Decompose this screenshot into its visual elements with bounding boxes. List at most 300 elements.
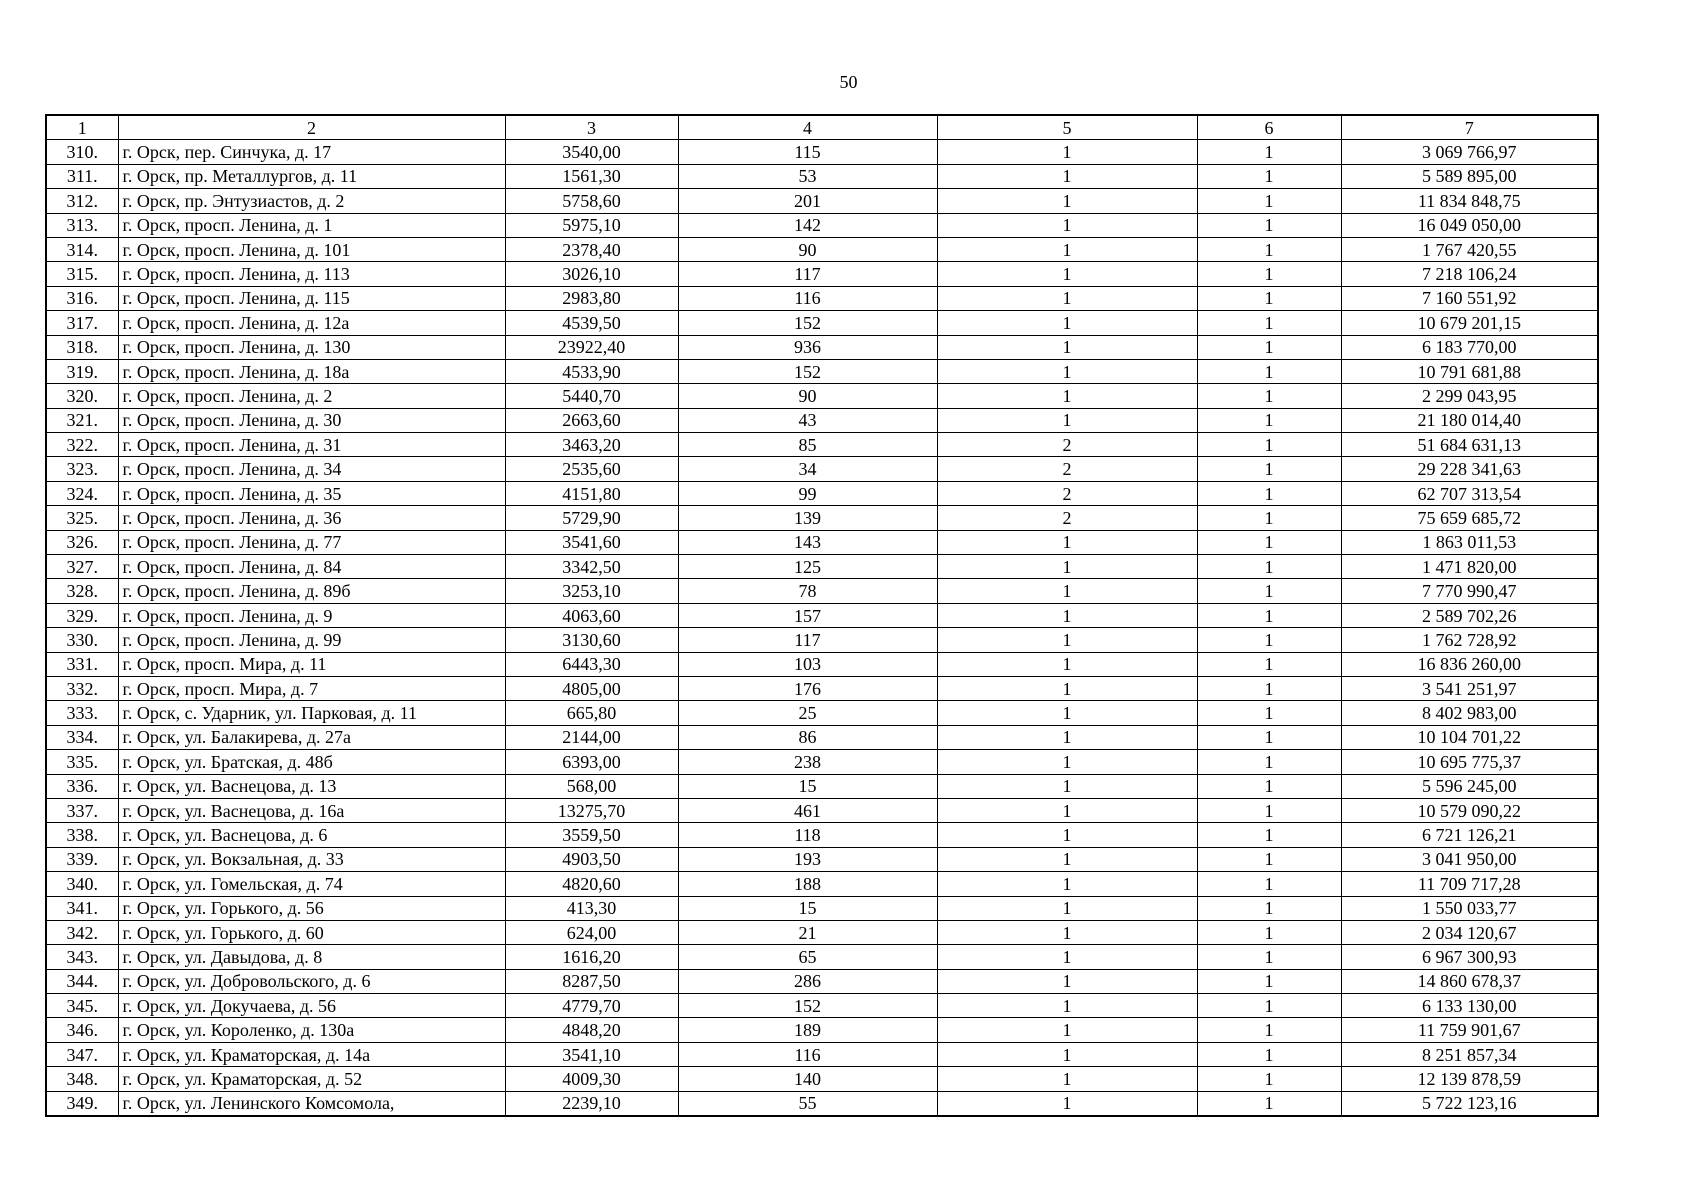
row-number-cell: 333. [46,701,118,725]
col5-cell: 1 [937,530,1197,554]
table-row [46,457,1598,481]
col5-cell: 1 [937,872,1197,896]
row-number-cell: 317. [46,311,118,335]
residents-cell: 103 [678,652,937,676]
col6-cell: 1 [1197,384,1341,408]
cost-cell: 7 218 106,24 [1341,262,1598,286]
address-cell: г. Орск, просп. Ленина, д. 9 [118,603,505,627]
area-cell: 6393,00 [505,750,678,774]
cost-cell: 5 589 895,00 [1341,164,1598,188]
col5-cell: 1 [937,774,1197,798]
address-cell: г. Орск, просп. Ленина, д. 36 [118,506,505,530]
cost-cell: 1 471 820,00 [1341,555,1598,579]
col6-cell: 1 [1197,1018,1341,1042]
column-header: 1 [46,115,118,140]
residents-cell: 116 [678,1042,937,1066]
col6-cell: 1 [1197,262,1341,286]
cost-cell: 7 770 990,47 [1341,579,1598,603]
col5-cell: 1 [937,311,1197,335]
area-cell: 3130,60 [505,628,678,652]
cost-cell: 6 133 130,00 [1341,994,1598,1018]
cost-cell: 16 049 050,00 [1341,213,1598,237]
housing-registry-table [45,114,1599,1117]
address-cell: г. Орск, просп. Ленина, д. 99 [118,628,505,652]
table-row [46,1042,1598,1066]
row-number-cell: 324. [46,481,118,505]
area-cell: 4151,80 [505,481,678,505]
residents-cell: 65 [678,945,937,969]
address-cell: г. Орск, просп. Ленина, д. 101 [118,237,505,261]
address-cell: г. Орск, ул. Краматорская, д. 52 [118,1067,505,1091]
address-cell: г. Орск, ул. Васнецова, д. 13 [118,774,505,798]
row-number-cell: 344. [46,969,118,993]
col5-cell: 1 [937,579,1197,603]
table-row [46,896,1598,920]
residents-cell: 201 [678,189,937,213]
table-row [46,945,1598,969]
residents-cell: 85 [678,433,937,457]
col5-cell: 1 [937,896,1197,920]
area-cell: 4805,00 [505,676,678,700]
row-number-cell: 325. [46,506,118,530]
row-number-cell: 323. [46,457,118,481]
col5-cell: 1 [937,286,1197,310]
address-cell: г. Орск, просп. Ленина, д. 35 [118,481,505,505]
col5-cell: 1 [937,725,1197,749]
table-row [46,384,1598,408]
cost-cell: 3 069 766,97 [1341,140,1598,164]
row-number-cell: 311. [46,164,118,188]
col6-cell: 1 [1197,359,1341,383]
col5-cell: 2 [937,457,1197,481]
cost-cell: 29 228 341,63 [1341,457,1598,481]
col5-cell: 1 [937,823,1197,847]
row-number-cell: 328. [46,579,118,603]
area-cell: 2144,00 [505,725,678,749]
col6-cell: 1 [1197,896,1341,920]
table-row [46,994,1598,1018]
area-cell: 4903,50 [505,847,678,871]
table-row [46,359,1598,383]
table-row [46,140,1598,164]
residents-cell: 189 [678,1018,937,1042]
residents-cell: 152 [678,994,937,1018]
table-row [46,555,1598,579]
column-header: 2 [118,115,505,140]
column-header: 5 [937,115,1197,140]
address-cell: г. Орск, пер. Синчука, д. 17 [118,140,505,164]
area-cell: 4009,30 [505,1067,678,1091]
table-body [46,140,1598,1116]
col6-cell: 1 [1197,164,1341,188]
table-row [46,164,1598,188]
cost-cell: 5 722 123,16 [1341,1091,1598,1116]
col6-cell: 1 [1197,676,1341,700]
table-row [46,1091,1598,1116]
col5-cell: 1 [937,213,1197,237]
area-cell: 6443,30 [505,652,678,676]
col5-cell: 1 [937,798,1197,822]
row-number-cell: 327. [46,555,118,579]
residents-cell: 125 [678,555,937,579]
row-number-cell: 318. [46,335,118,359]
row-number-cell: 346. [46,1018,118,1042]
col6-cell: 1 [1197,1091,1341,1116]
table-row [46,189,1598,213]
address-cell: г. Орск, просп. Ленина, д. 89б [118,579,505,603]
col6-cell: 1 [1197,286,1341,310]
table-row [46,530,1598,554]
residents-cell: 152 [678,311,937,335]
row-number-cell: 349. [46,1091,118,1116]
col5-cell: 1 [937,652,1197,676]
area-cell: 3559,50 [505,823,678,847]
address-cell: г. Орск, просп. Мира, д. 11 [118,652,505,676]
table-row [46,1067,1598,1091]
col5-cell: 2 [937,481,1197,505]
col6-cell: 1 [1197,189,1341,213]
cost-cell: 11 709 717,28 [1341,872,1598,896]
row-number-cell: 336. [46,774,118,798]
column-header: 6 [1197,115,1341,140]
area-cell: 8287,50 [505,969,678,993]
col6-cell: 1 [1197,945,1341,969]
cost-cell: 1 762 728,92 [1341,628,1598,652]
address-cell: г. Орск, просп. Ленина, д. 2 [118,384,505,408]
area-cell: 1561,30 [505,164,678,188]
cost-cell: 2 299 043,95 [1341,384,1598,408]
col6-cell: 1 [1197,994,1341,1018]
page-number: 50 [839,72,858,92]
residents-cell: 55 [678,1091,937,1116]
col5-cell: 1 [937,676,1197,700]
table-row [46,969,1598,993]
residents-cell: 461 [678,798,937,822]
residents-cell: 99 [678,481,937,505]
col5-cell: 1 [937,603,1197,627]
address-cell: г. Орск, просп. Ленина, д. 115 [118,286,505,310]
col6-cell: 1 [1197,335,1341,359]
col6-cell: 1 [1197,140,1341,164]
row-number-cell: 342. [46,920,118,944]
area-cell: 5729,90 [505,506,678,530]
row-number-cell: 347. [46,1042,118,1066]
area-cell: 4063,60 [505,603,678,627]
address-cell: г. Орск, пр. Энтузиастов, д. 2 [118,189,505,213]
address-cell: г. Орск, ул. Докучаева, д. 56 [118,994,505,1018]
table-row [46,506,1598,530]
address-cell: г. Орск, просп. Ленина, д. 113 [118,262,505,286]
col5-cell: 1 [937,945,1197,969]
cost-cell: 6 721 126,21 [1341,823,1598,847]
area-cell: 2378,40 [505,237,678,261]
row-number-cell: 314. [46,237,118,261]
row-number-cell: 321. [46,408,118,432]
area-cell: 3541,10 [505,1042,678,1066]
col5-cell: 1 [937,969,1197,993]
row-number-cell: 341. [46,896,118,920]
area-cell: 3540,00 [505,140,678,164]
area-cell: 413,30 [505,896,678,920]
residents-cell: 152 [678,359,937,383]
column-number-row [46,115,1598,140]
area-cell: 2983,80 [505,286,678,310]
table-row [46,237,1598,261]
residents-cell: 139 [678,506,937,530]
address-cell: г. Орск, просп. Ленина, д. 84 [118,555,505,579]
table-row [46,262,1598,286]
area-cell: 4779,70 [505,994,678,1018]
col5-cell: 1 [937,628,1197,652]
cost-cell: 21 180 014,40 [1341,408,1598,432]
row-number-cell: 319. [46,359,118,383]
col5-cell: 1 [937,920,1197,944]
residents-cell: 936 [678,335,937,359]
area-cell: 3253,10 [505,579,678,603]
table-row [46,823,1598,847]
table-row [46,798,1598,822]
col5-cell: 1 [937,237,1197,261]
col6-cell: 1 [1197,798,1341,822]
col5-cell: 1 [937,1067,1197,1091]
col6-cell: 1 [1197,1042,1341,1066]
residents-cell: 176 [678,676,937,700]
table-row [46,652,1598,676]
table-row [46,335,1598,359]
cost-cell: 8 251 857,34 [1341,1042,1598,1066]
cost-cell: 3 541 251,97 [1341,676,1598,700]
row-number-cell: 315. [46,262,118,286]
col5-cell: 1 [937,164,1197,188]
col5-cell: 1 [937,262,1197,286]
residents-cell: 117 [678,628,937,652]
area-cell: 23922,40 [505,335,678,359]
col6-cell: 1 [1197,530,1341,554]
address-cell: г. Орск, ул. Братская, д. 48б [118,750,505,774]
address-cell: г. Орск, ул. Балакирева, д. 27а [118,725,505,749]
address-cell: г. Орск, пр. Металлургов, д. 11 [118,164,505,188]
address-cell: г. Орск, ул. Горького, д. 56 [118,896,505,920]
row-number-cell: 332. [46,676,118,700]
address-cell: г. Орск, ул. Давыдова, д. 8 [118,945,505,969]
row-number-cell: 345. [46,994,118,1018]
table-row [46,286,1598,310]
row-number-cell: 339. [46,847,118,871]
cost-cell: 11 759 901,67 [1341,1018,1598,1042]
row-number-cell: 329. [46,603,118,627]
table-row [46,1018,1598,1042]
row-number-cell: 316. [46,286,118,310]
residents-cell: 78 [678,579,937,603]
cost-cell: 14 860 678,37 [1341,969,1598,993]
residents-cell: 157 [678,603,937,627]
col6-cell: 1 [1197,555,1341,579]
cost-cell: 6 967 300,93 [1341,945,1598,969]
col6-cell: 1 [1197,847,1341,871]
cost-cell: 2 589 702,26 [1341,603,1598,627]
cost-cell: 16 836 260,00 [1341,652,1598,676]
table-row [46,481,1598,505]
table-row [46,920,1598,944]
residents-cell: 238 [678,750,937,774]
area-cell: 13275,70 [505,798,678,822]
area-cell: 5758,60 [505,189,678,213]
address-cell: г. Орск, ул. Васнецова, д. 6 [118,823,505,847]
residents-cell: 115 [678,140,937,164]
area-cell: 4820,60 [505,872,678,896]
cost-cell: 11 834 848,75 [1341,189,1598,213]
col6-cell: 1 [1197,774,1341,798]
residents-cell: 140 [678,1067,937,1091]
col6-cell: 1 [1197,1067,1341,1091]
area-cell: 5975,10 [505,213,678,237]
col6-cell: 1 [1197,408,1341,432]
col5-cell: 1 [937,1091,1197,1116]
table-row [46,676,1598,700]
cost-cell: 2 034 120,67 [1341,920,1598,944]
col5-cell: 1 [937,189,1197,213]
table-row [46,433,1598,457]
area-cell: 2239,10 [505,1091,678,1116]
col5-cell: 1 [937,384,1197,408]
row-number-cell: 348. [46,1067,118,1091]
row-number-cell: 326. [46,530,118,554]
residents-cell: 15 [678,896,937,920]
address-cell: г. Орск, просп. Ленина, д. 1 [118,213,505,237]
residents-cell: 117 [678,262,937,286]
table-row [46,872,1598,896]
col5-cell: 1 [937,1018,1197,1042]
area-cell: 3342,50 [505,555,678,579]
area-cell: 4539,50 [505,311,678,335]
col6-cell: 1 [1197,725,1341,749]
residents-cell: 90 [678,384,937,408]
col6-cell: 1 [1197,920,1341,944]
col5-cell: 2 [937,433,1197,457]
column-header: 3 [505,115,678,140]
address-cell: г. Орск, просп. Мира, д. 7 [118,676,505,700]
residents-cell: 34 [678,457,937,481]
residents-cell: 21 [678,920,937,944]
address-cell: г. Орск, с. Ударник, ул. Парковая, д. 11 [118,701,505,725]
table-row [46,213,1598,237]
col5-cell: 1 [937,359,1197,383]
area-cell: 3541,60 [505,530,678,554]
residents-cell: 193 [678,847,937,871]
cost-cell: 75 659 685,72 [1341,506,1598,530]
address-cell: г. Орск, просп. Ленина, д. 130 [118,335,505,359]
cost-cell: 10 104 701,22 [1341,725,1598,749]
cost-cell: 8 402 983,00 [1341,701,1598,725]
col6-cell: 1 [1197,457,1341,481]
area-cell: 568,00 [505,774,678,798]
col6-cell: 1 [1197,506,1341,530]
table-row [46,750,1598,774]
address-cell: г. Орск, ул. Васнецова, д. 16а [118,798,505,822]
address-cell: г. Орск, просп. Ленина, д. 12а [118,311,505,335]
table-row [46,774,1598,798]
cost-cell: 1 863 011,53 [1341,530,1598,554]
area-cell: 2663,60 [505,408,678,432]
table-row [46,408,1598,432]
address-cell: г. Орск, просп. Ленина, д. 18а [118,359,505,383]
table-row [46,701,1598,725]
col6-cell: 1 [1197,872,1341,896]
column-header: 7 [1341,115,1598,140]
residents-cell: 143 [678,530,937,554]
col6-cell: 1 [1197,237,1341,261]
row-number-cell: 338. [46,823,118,847]
area-cell: 4533,90 [505,359,678,383]
address-cell: г. Орск, ул. Гомельская, д. 74 [118,872,505,896]
table-row [46,628,1598,652]
row-number-cell: 335. [46,750,118,774]
cost-cell: 10 579 090,22 [1341,798,1598,822]
table-row [46,847,1598,871]
row-number-cell: 334. [46,725,118,749]
row-number-cell: 310. [46,140,118,164]
row-number-cell: 313. [46,213,118,237]
col5-cell: 1 [937,335,1197,359]
row-number-cell: 331. [46,652,118,676]
col6-cell: 1 [1197,750,1341,774]
cost-cell: 12 139 878,59 [1341,1067,1598,1091]
col5-cell: 2 [937,506,1197,530]
col6-cell: 1 [1197,652,1341,676]
area-cell: 1616,20 [505,945,678,969]
col5-cell: 1 [937,555,1197,579]
address-cell: г. Орск, ул. Короленко, д. 130а [118,1018,505,1042]
area-cell: 3026,10 [505,262,678,286]
table-row [46,603,1598,627]
col5-cell: 1 [937,994,1197,1018]
col5-cell: 1 [937,1042,1197,1066]
residents-cell: 188 [678,872,937,896]
area-cell: 2535,60 [505,457,678,481]
area-cell: 5440,70 [505,384,678,408]
cost-cell: 7 160 551,92 [1341,286,1598,310]
col6-cell: 1 [1197,213,1341,237]
col6-cell: 1 [1197,311,1341,335]
col5-cell: 1 [937,140,1197,164]
residents-cell: 15 [678,774,937,798]
col6-cell: 1 [1197,823,1341,847]
area-cell: 3463,20 [505,433,678,457]
cost-cell: 10 679 201,15 [1341,311,1598,335]
residents-cell: 116 [678,286,937,310]
cost-cell: 6 183 770,00 [1341,335,1598,359]
cost-cell: 10 791 681,88 [1341,359,1598,383]
col6-cell: 1 [1197,433,1341,457]
table-row [46,579,1598,603]
col6-cell: 1 [1197,579,1341,603]
column-header: 4 [678,115,937,140]
col5-cell: 1 [937,750,1197,774]
cost-cell: 62 707 313,54 [1341,481,1598,505]
col5-cell: 1 [937,701,1197,725]
row-number-cell: 322. [46,433,118,457]
row-number-cell: 340. [46,872,118,896]
row-number-cell: 312. [46,189,118,213]
col5-cell: 1 [937,408,1197,432]
cost-cell: 3 041 950,00 [1341,847,1598,871]
address-cell: г. Орск, ул. Ленинского Комсомола, [118,1091,505,1116]
cost-cell: 1 767 420,55 [1341,237,1598,261]
col6-cell: 1 [1197,969,1341,993]
residents-cell: 118 [678,823,937,847]
table-row [46,725,1598,749]
address-cell: г. Орск, ул. Добровольского, д. 6 [118,969,505,993]
